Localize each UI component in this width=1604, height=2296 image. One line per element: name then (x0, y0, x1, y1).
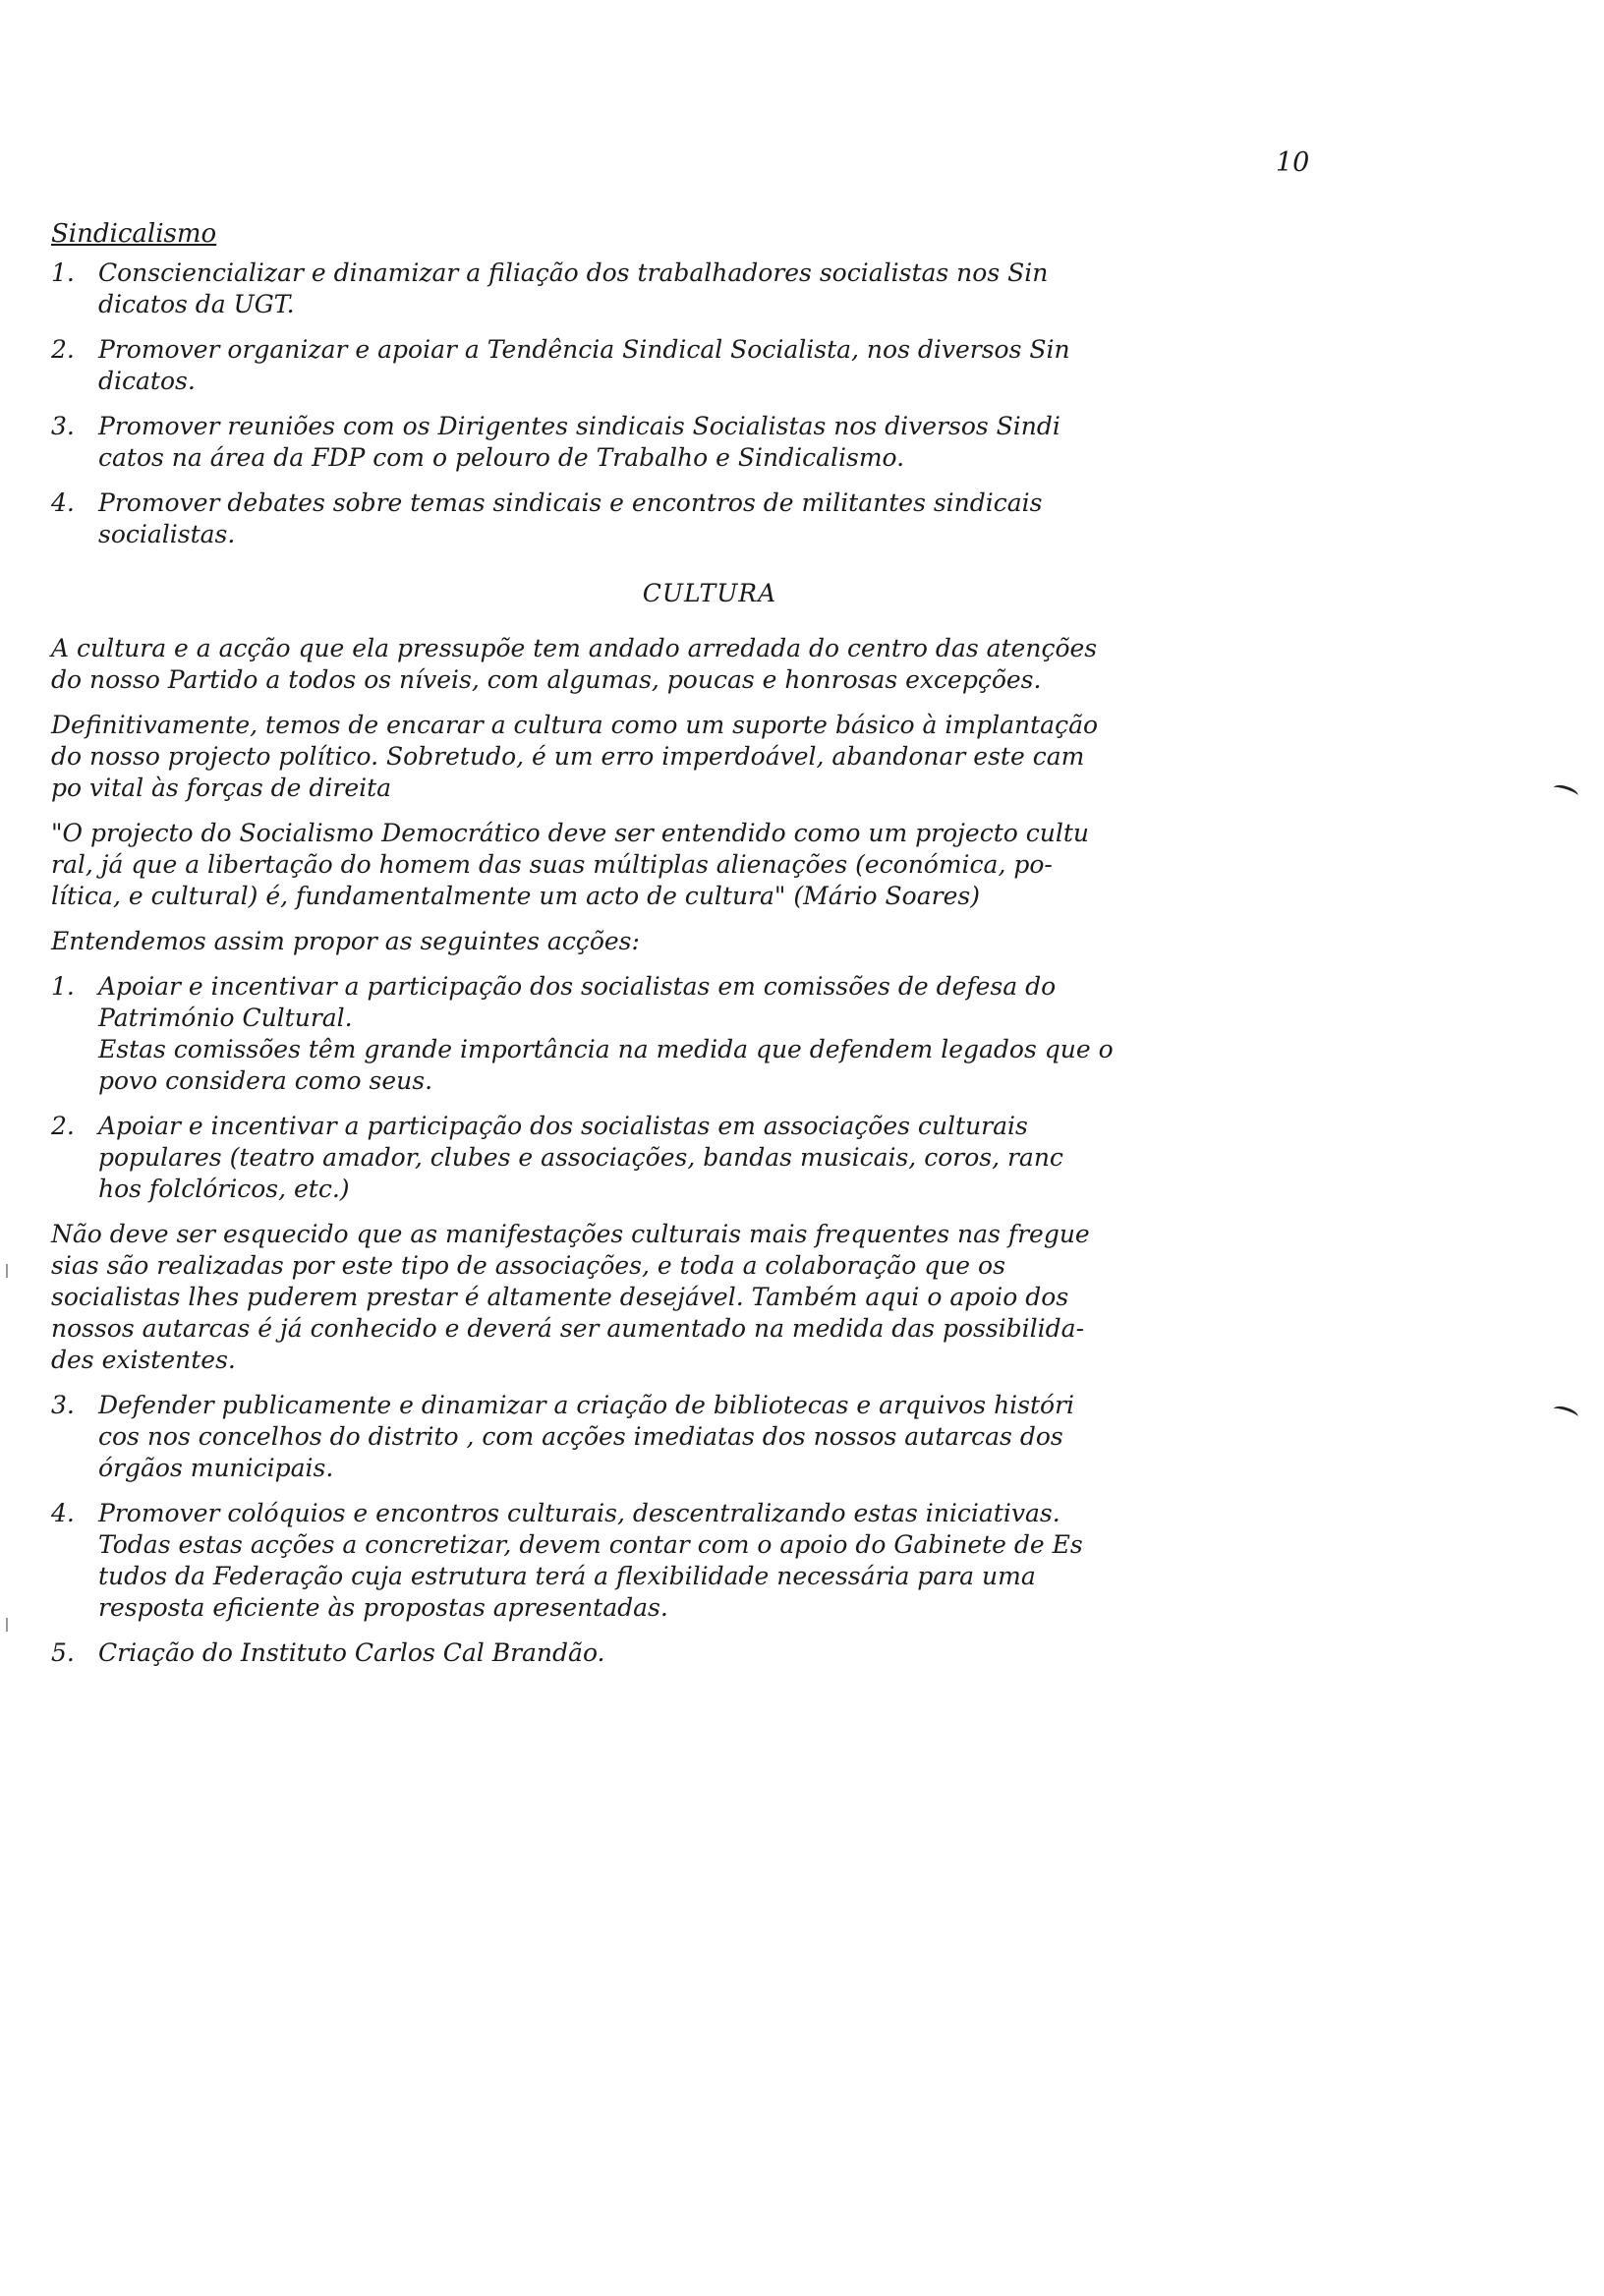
list-text: Defender publicamente e dinamizar a criação de bibliotecas e arquivos históri cos nos concelhos do distrito , com acções imediatas dos nossos autarcas dos órgãos municipais. (98, 1391, 1075, 1482)
paragraph: Definitivamente, temos de encarar a cultura como um suporte básico à implantação do nosso projecto político. Sobretudo, é um erro imperdoável, abandonar este cam po vital às forças de direita (51, 711, 1099, 802)
scan-edge-mark (6, 1618, 8, 1632)
quote-paragraph: "O projecto do Socialismo Democrático deve ser entendido como um projecto cultu ral, já que a libertação do homem das suas múltiplas alienações (económica, po- lítica, e cultural) é, fundamentalmente um acto de cultura" (Mário Soares) (51, 819, 1090, 910)
list-number: 2. (51, 335, 75, 364)
section-title-sindicalismo: Sindicalismo (51, 219, 217, 249)
document-body (51, 218, 1368, 1683)
paragraph: Não deve ser esquecido que as manifestações culturais mais frequentes nas fregue sias são realizadas por este tipo de associações, e toda a colaboração que os socialistas lhes puderem prestar é altamente desejável. Também aqui o apoio dos nossos autarcas é já conhecido e deverá ser aumentado na medida das possibilida- des existentes. (51, 1220, 1090, 1374)
page-number: 10 (1276, 147, 1310, 178)
margin-mark (1552, 1404, 1579, 1421)
list-text: Apoiar e incentivar a participação dos socialistas em comissões de defesa do Património Cultural. Estas comissões têm grande importância na medida que defendem legados que o povo considera como seus. (98, 972, 1114, 1095)
section-heading-cultura: CULTURA (642, 579, 777, 607)
list-text: Promover reuniões com os Dirigentes sindicais Socialistas nos diversos Sindi catos na área da FDP com o pelouro de Trabalho e Sindicalismo. (98, 412, 1060, 472)
list-item (51, 1498, 1368, 1624)
paragraph: A cultura e a acção que ela pressupõe tem andado arredada do centro das atenções do nosso Partido a todos os níveis, com algumas, poucas e honrosas excepções. (51, 634, 1098, 694)
list-number: 3. (51, 1391, 75, 1419)
list-item (51, 258, 1368, 320)
list-item (51, 1637, 1368, 1669)
list-text: Promover debates sobre temas sindicais e encontros de militantes sindicais socialistas. (98, 488, 1043, 548)
list-item (51, 488, 1368, 550)
list-item (51, 411, 1368, 474)
list-text: Promover organizar e apoiar a Tendência Sindical Socialista, nos diversos Sin dicatos. (98, 335, 1070, 395)
list-item (51, 1111, 1368, 1205)
list-number: 2. (51, 1112, 75, 1140)
list-text: Criação do Instituto Carlos Cal Brandão. (98, 1638, 605, 1667)
list-number: 4. (51, 488, 75, 517)
margin-mark (1552, 782, 1579, 800)
intro-paragraph: Entendemos assim propor as seguintes acções: (51, 927, 640, 955)
list-text: Apoiar e incentivar a participação dos socialistas em associações culturais populares (teatro amador, clubes e associações, bandas musicais, coros, ranc hos folclóricos, etc.) (98, 1112, 1063, 1203)
list-item (51, 1390, 1368, 1484)
list-text: Promover colóquios e encontros culturais, descentralizando estas iniciativas. Todas estas acções a concretizar, devem contar com o apoio do Gabinete de Es tudos da Federação cuja estrutura terá a flexibilidade necessária para uma resposta eficiente às propostas apresentadas. (98, 1499, 1083, 1622)
list-item (51, 334, 1368, 397)
scan-edge-mark (6, 1264, 8, 1278)
list-text: Consciencializar e dinamizar a filiação dos trabalhadores socialistas nos Sin dicatos da UGT. (98, 258, 1049, 318)
list-item (51, 971, 1368, 1097)
list-number: 5. (51, 1638, 75, 1667)
list-number: 1. (51, 258, 75, 287)
list-number: 4. (51, 1499, 75, 1527)
list-number: 1. (51, 972, 75, 1001)
list-number: 3. (51, 412, 75, 440)
